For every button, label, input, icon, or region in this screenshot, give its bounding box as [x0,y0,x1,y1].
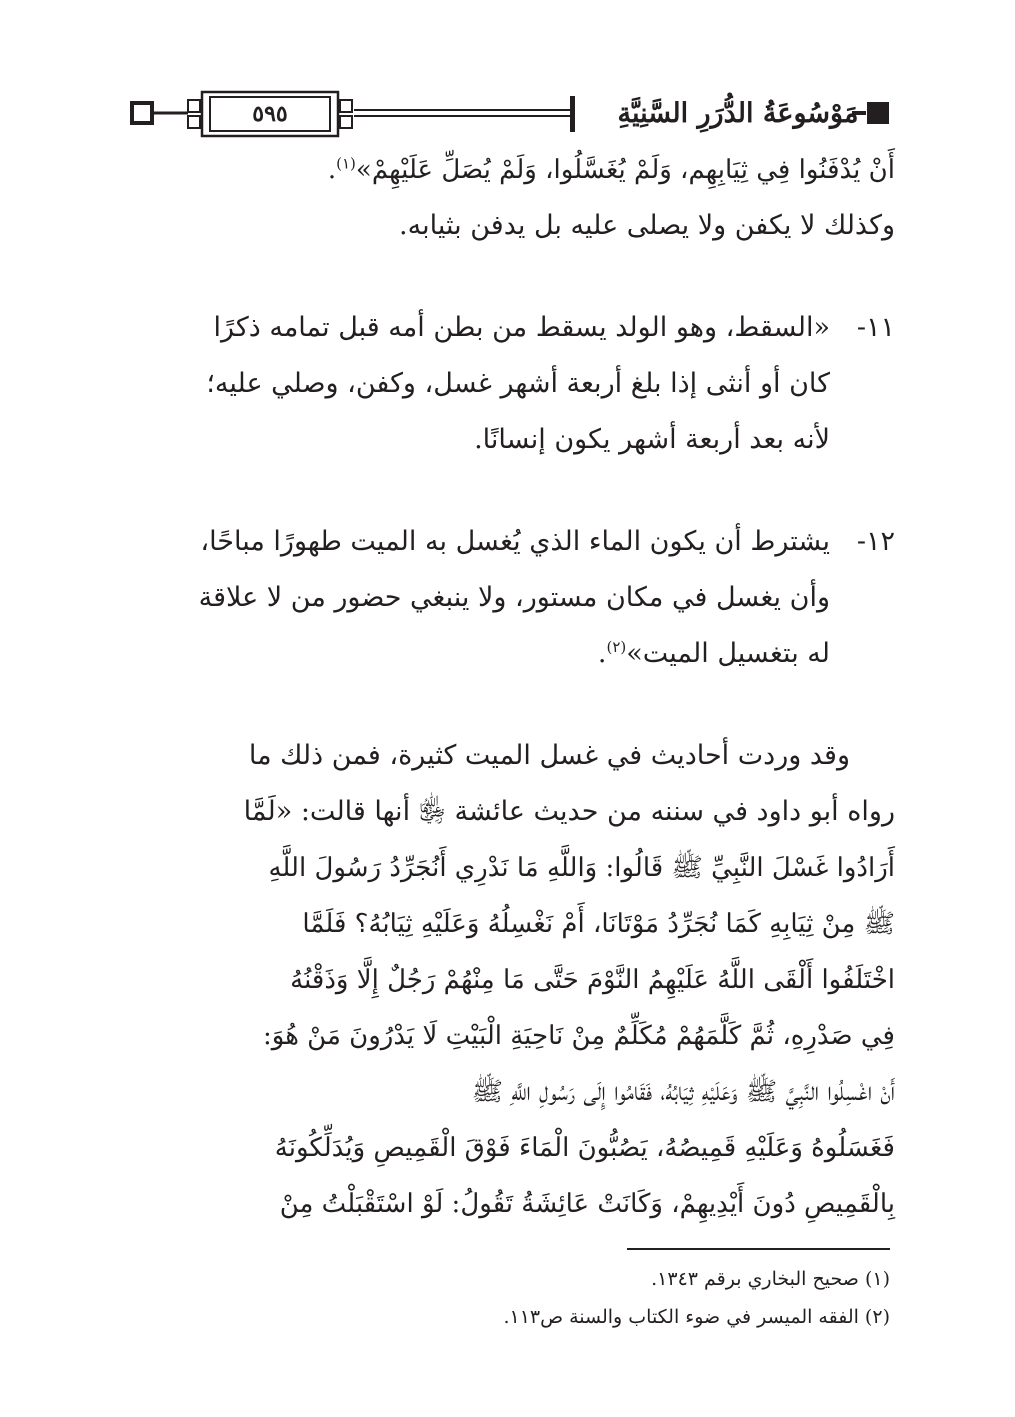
footnote-ref[interactable]: (٢) [606,638,627,656]
text-line: ١٢- يشترط أن يكون الماء الذي يُغسل به الميت طهورًا مباحًا، [125,514,830,570]
footnote-2: (٢) الفقه الميسر في ضوء الكتاب والسنة ص١١٣. [503,1306,890,1328]
footnotes [125,1260,890,1336]
text-line: أَنْ اغْسِلُوا النَّبِيَّ ﷺ وَعَلَيْهِ ثِيَابُهُ، فَقَامُوا إِلَى رَسُولِ اللَّهِ ﷺ [471,1077,895,1107]
footnote-separator [627,1248,890,1250]
page-body [125,142,895,1232]
text-line: أَرَادُوا غَسْلَ النَّبِيِّ ﷺ قَالُوا: وَاللَّهِ مَا نَدْرِي أَنُجَرِّدُ رَسُولَ اللَّهِ [268,853,895,883]
book-title: مَوْسُوعَةُ الدُّرَرِ السَّنِيَّةِ [617,98,859,129]
text-line: فَغَسَلُوهُ وَعَلَيْهِ قَمِيصُهُ، يَصُبُّونَ الْمَاءَ فَوْقَ الْقَمِيصِ وَيُدَلِّكُونَهُ [274,1133,895,1163]
text-line: له بتغسيل الميت»$^{(٢)}$. [597,638,830,669]
text-line: بِالْقَمِيصِ دُونَ أَيْدِيهِمْ، وَكَانَتْ عَائِشَةُ تَقُولُ: لَوْ اسْتَقْبَلْتُ مِنْ [279,1189,895,1219]
text-line: فِي صَدْرِهِ، ثُمَّ كَلَّمَهُمْ مُكَلِّمٌ مِنْ نَاحِيَةِ الْبَيْتِ لَا يَدْرُونَ مَنْ هُوَ: [263,1021,895,1051]
footnote-1: (١) صحيح البخاري برقم ١٣٤٣. [651,1268,890,1290]
item-number: ١١- [856,312,895,343]
page-number: ٥٩٥ [252,101,288,127]
text-line: وكذلك لا يكفن ولا يصلى عليه بل يدفن بثيابه. [399,210,895,241]
text-line: ١١- «السقط، وهو الولد يسقط من بطن أمه قبل تمامه ذكرًا [125,300,830,356]
square-ornament-icon [132,103,152,123]
text-line: كان أو أنثى إذا بلغ أربعة أشهر غسل، وكفن، وصلي عليه؛ [206,368,830,399]
text-line: وقد وردت أحاديث في غسل الميت كثيرة، فمن ذلك ما [248,740,850,771]
text-line: رواه أبو داود في سننه من حديث عائشة ﵂ أنها قالت: «لَمَّا [243,796,895,827]
text-line: أَنْ يُدْفَنُوا فِي ثِيَابِهِم، وَلَمْ يُغَسَّلُوا، وَلَمْ يُصَلِّ عَلَيْهِمْ»$^{(١)}$. [327,154,895,185]
page-header [130,88,890,140]
text-line: لأنه بعد أربعة أشهر يكون إنسانًا. [474,424,830,455]
text-line: وأن يغسل في مكان مستور، ولا ينبغي حضور من لا علاقة [198,582,830,613]
text-line: اخْتَلَفُوا أَلْقَى اللَّهُ عَلَيْهِمُ النَّوْمَ حَتَّى مَا مِنْهُمْ رَجُلٌ إِلَّا وَذَقْنُهُ [290,965,895,995]
item-number: ١٢- [856,526,895,557]
footnote-ref[interactable]: (١) [336,154,356,173]
text-line: ﷺ مِنْ ثِيَابِهِ كَمَا نُجَرِّدُ مَوْتَانَا، أَمْ نَغْسِلُهُ وَعَلَيْهِ ثِيَابُهُ؟ فَلَمَّا [302,909,895,939]
list-item [125,300,895,468]
list-item [125,514,895,682]
